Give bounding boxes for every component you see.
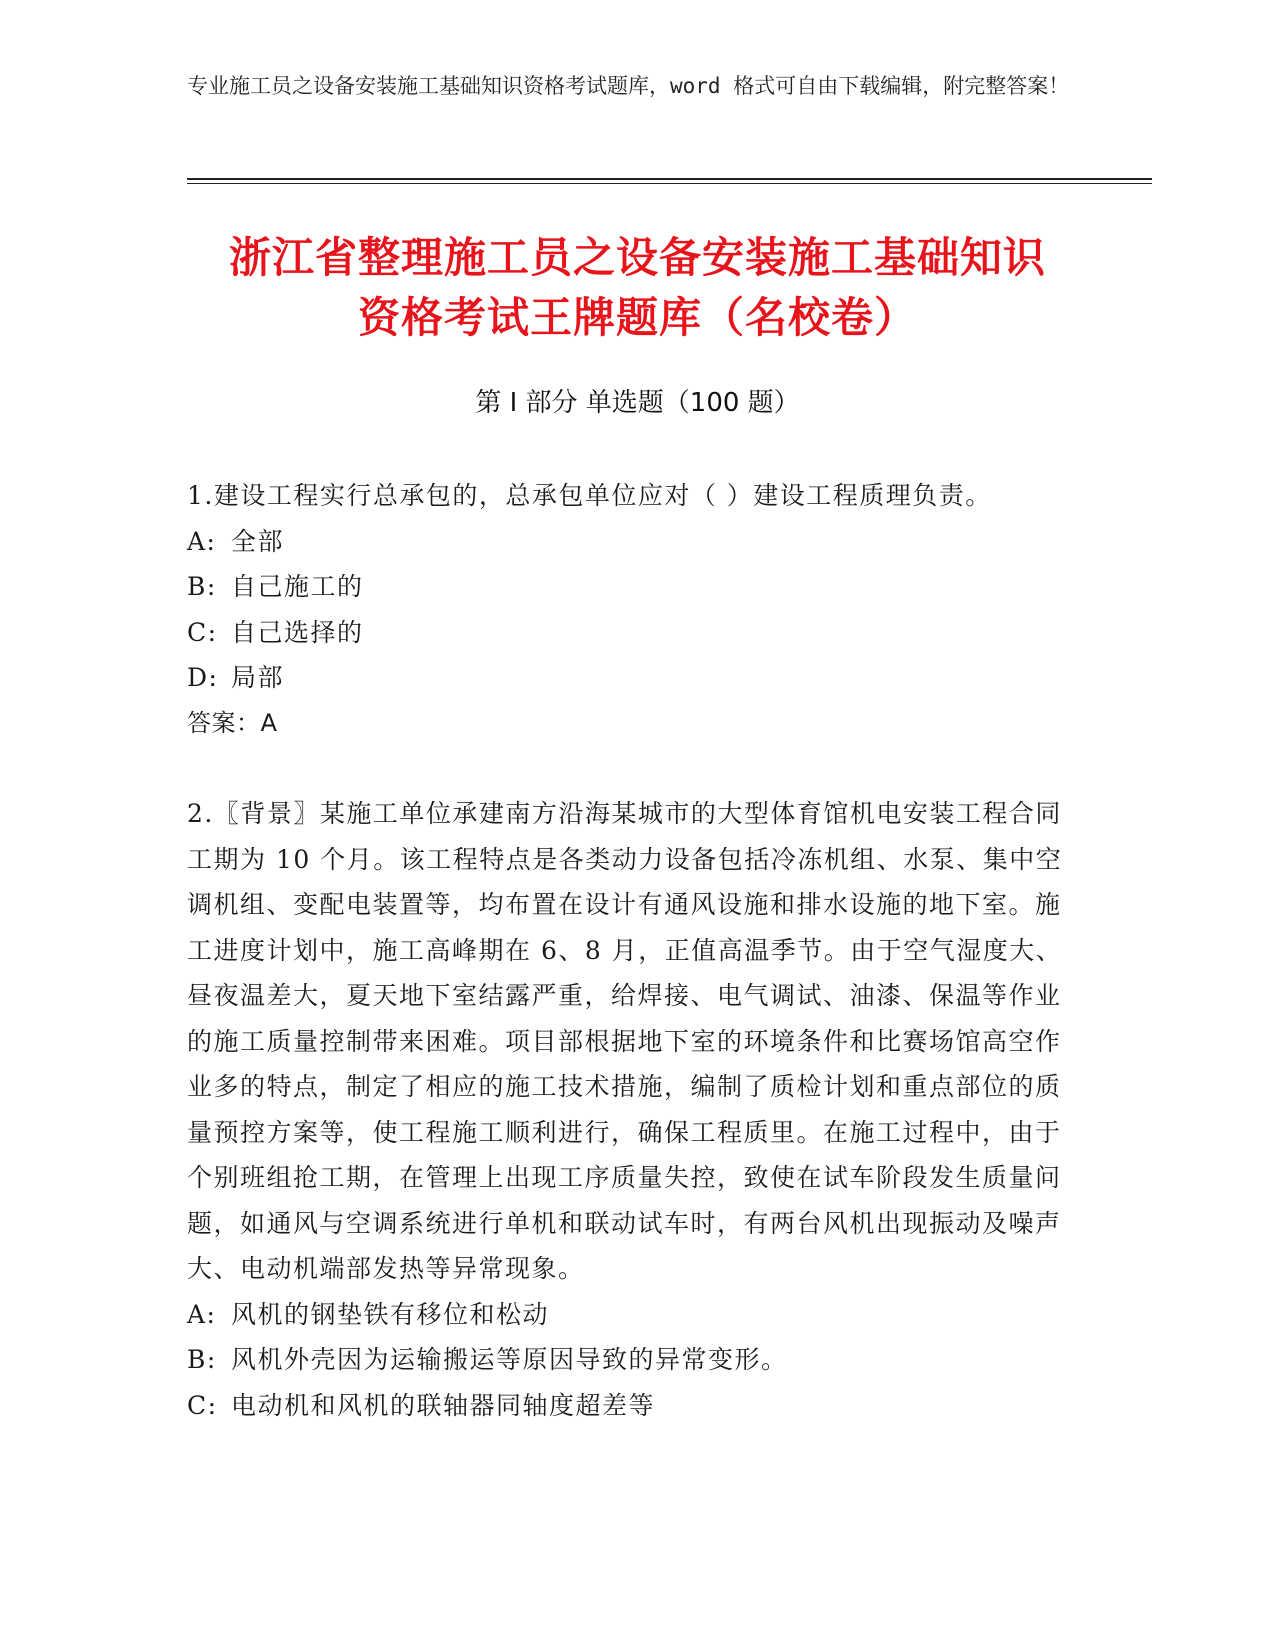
option-letter: D: <box>187 663 219 692</box>
option-letter: A: <box>187 526 217 556</box>
option-text: 局部 <box>231 663 285 692</box>
option-text: 自己选择的 <box>231 617 364 647</box>
header-rule-thin <box>187 183 1152 184</box>
option-text: 全部 <box>231 526 285 556</box>
option-c <box>187 1383 1067 1429</box>
document-title-line1: 浙江省整理施工员之设备安装施工基础知识 <box>228 233 1046 282</box>
option-text: 风机的钢垫铁有移位和松动 <box>231 1299 550 1329</box>
option-letter: A: <box>187 1299 217 1329</box>
header-rule-thick <box>187 178 1152 180</box>
option-d <box>187 655 1067 701</box>
option-letter: C: <box>187 617 218 647</box>
document-title-line2: 资格考试王牌题库（名校卷） <box>357 293 917 342</box>
option-text: 风机外壳因为运输搬运等原因导致的异常变形。 <box>231 1345 788 1374</box>
option-c <box>187 610 1067 656</box>
option-a <box>187 1292 1067 1338</box>
option-letter: B: <box>187 1345 217 1374</box>
question-stem: 2.〖背景〗某施工单位承建南方沿海某城市的大型体育馆机电安装工程合同工期为 10 个月。该工程特点是各类动力设备包括冷冻机组、水泵、集中空调机组、变配电装置等，均布置在设计有通风设施和排水设施的地下室。施工进度计划中，施工高峰期在 6、8 月，正值高温季节。由于空气湿度大、昼夜温差大，夏天地下室结露严重，给焊接、电气调试、油漆、保温等作业的施工质量控制带来困难。项目部根据地下室的环境条件和比赛场馆高空作业多的特点，制定了相应的施工技术措施，编制了质检计划和重点部位的质量预控方案等，使工程施工顺利进行，确保工程质里。在施工过程中，由于个别班组抢工期，在管理上出现工序质量失控，致使在试车阶段发生质量问题，如通风与空调系统进行单机和联动试车时，有两台风机出现振动及噪声大、电动机端部发热等异常现象。 <box>187 799 1063 1283</box>
option-text: 电动机和风机的联轴器同轴度超差等 <box>231 1390 656 1420</box>
question-stem: 1.建设工程实行总承包的，总承包单位应对（ ）建设工程质理负责。 <box>187 481 992 510</box>
document-title <box>150 228 1125 348</box>
question-1 <box>187 473 1067 746</box>
section-heading: 第 I 部分 单选题（100 题） <box>475 388 800 418</box>
question-2 <box>187 791 1067 1428</box>
option-b <box>187 1337 1067 1383</box>
option-b <box>187 564 1067 610</box>
option-text: 自己施工的 <box>231 572 364 601</box>
option-a <box>187 519 1067 565</box>
header-note: 专业施工员之设备安装施工基础知识资格考试题库，word 格式可自由下载编辑，附完整答案！ <box>187 74 1070 98</box>
answer-line: 答案：A <box>187 708 278 737</box>
option-letter: B: <box>187 572 217 601</box>
option-letter: C: <box>187 1390 218 1420</box>
